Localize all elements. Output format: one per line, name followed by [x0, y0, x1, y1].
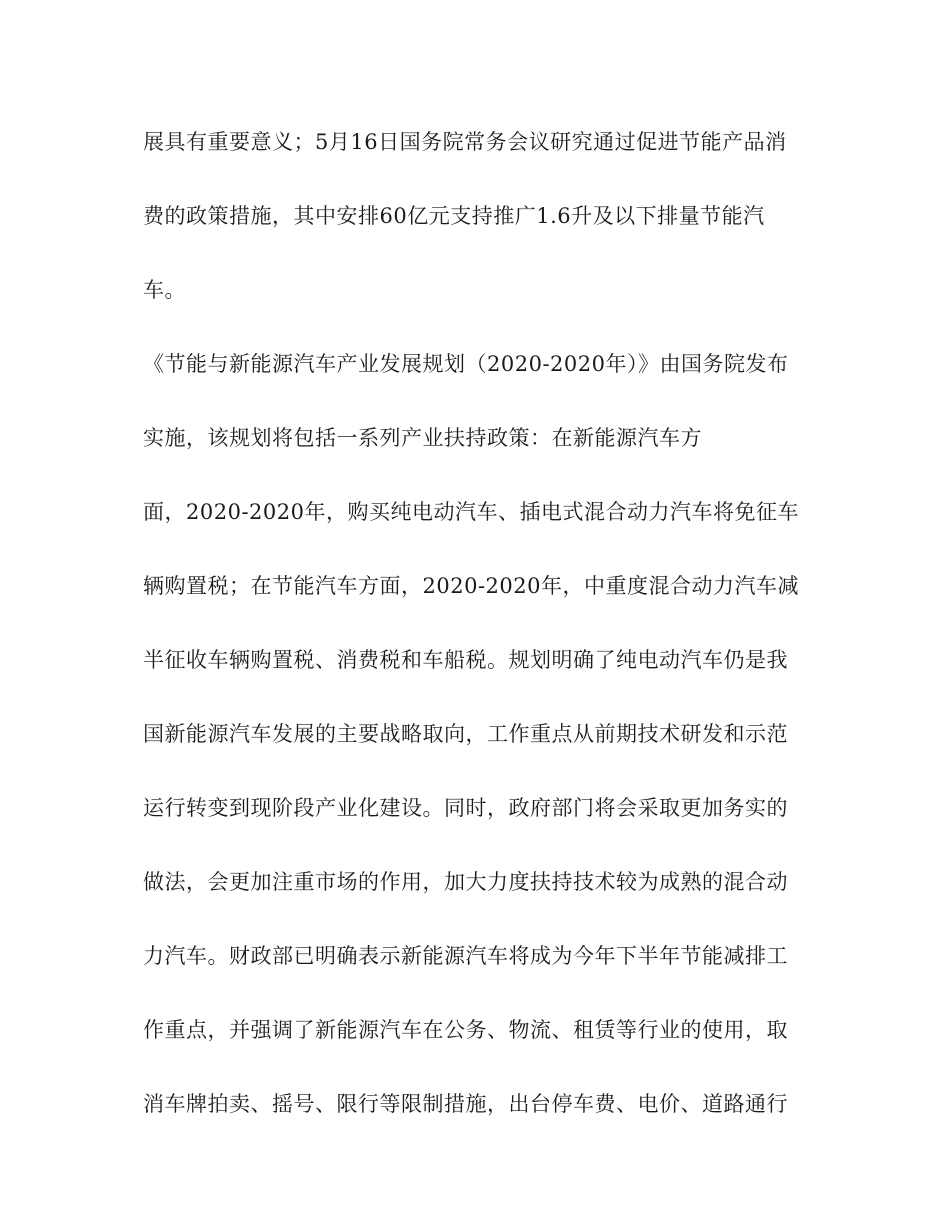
- text-line: 费的政策措施，其中安排60亿元支持推广1.6升及以下排量节能汽: [143, 204, 765, 228]
- text-line: 展具有重要意义；5月16日国务院常务会议研究通过促进节能产品消: [143, 130, 787, 154]
- text-line: 车。: [143, 278, 186, 302]
- text-line: 辆购置税；在节能汽车方面，2020-2020年，中重度混合动力汽车减: [143, 574, 799, 598]
- text-line: 做法，会更加注重市场的作用，加大力度扶持技术较为成熟的混合动: [143, 870, 788, 894]
- text-line: 实施，该规划将包括一系列产业扶持政策：在新能源汽车方: [143, 426, 702, 450]
- text-line: 作重点，并强调了新能源汽车在公务、物流、租赁等行业的使用，取: [143, 1018, 788, 1042]
- text-line: 半征收车辆购置税、消费税和车船税。规划明确了纯电动汽车仍是我: [143, 648, 788, 672]
- text-line: 国新能源汽车发展的主要战略取向，工作重点从前期技术研发和示范: [143, 722, 788, 746]
- text-line: 面，2020-2020年，购买纯电动汽车、插电式混合动力汽车将免征车: [143, 500, 799, 524]
- text-line: 运行转变到现阶段产业化建设。同时，政府部门将会采取更加务实的: [143, 796, 788, 820]
- text-line: 力汽车。财政部已明确表示新能源汽车将成为今年下半年节能减排工: [143, 944, 788, 968]
- text-line: 消车牌拍卖、摇号、限行等限制措施，出台停车费、电价、道路通行: [143, 1092, 788, 1116]
- text-line: 《节能与新能源汽车产业发展规划（2020-2020年）》由国务院发布: [143, 352, 789, 376]
